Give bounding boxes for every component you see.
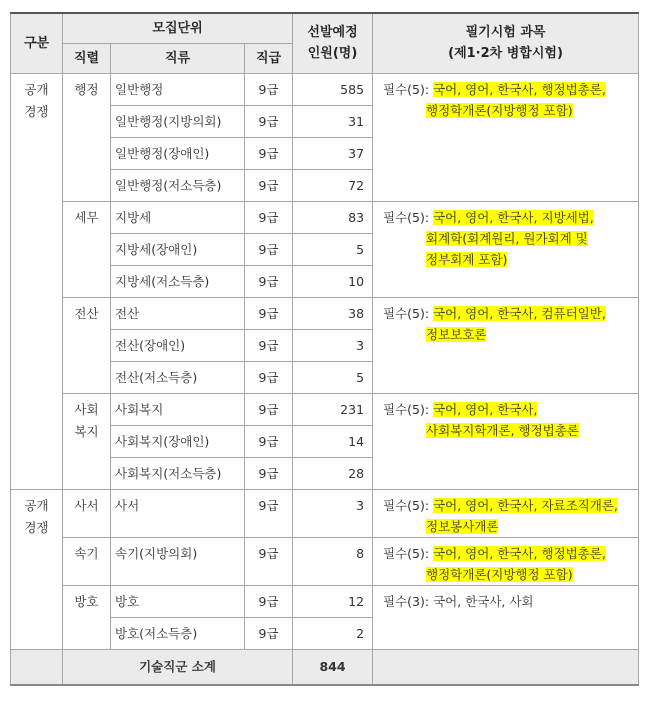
series-name: 사서 [74,497,99,513]
grade-cell: 9급 [245,585,293,617]
subjects-line [383,495,634,516]
subjects-cell [373,73,639,201]
subtotal-label: 기술직군 소계 [63,649,293,685]
type-cell: 지방세(장애인) [111,233,245,265]
subjects-text: 국어, 한국사, 사회 [433,593,534,609]
table-row [11,585,639,617]
count-cell: 37 [293,137,373,169]
count-cell: 28 [293,457,373,489]
table-row [11,297,639,329]
header-subjects [373,13,639,73]
type-cell: 전산(장애인) [111,329,245,361]
grade-cell: 9급 [245,265,293,297]
series-cell [63,585,111,649]
subjects-cell [373,585,639,649]
series-name: 복지 [74,423,99,439]
category-text: 경쟁 [24,103,49,119]
subjects-prefix: 필수(5): [383,305,434,321]
type-cell: 전산(저소득층) [111,361,245,393]
count-cell: 8 [293,537,373,585]
series-name: 방호 [74,593,99,609]
series-name: 사회 [74,401,99,417]
subjects-text: 국어, 영어, 한국사, 자료조직개론, [433,497,618,513]
table-row [11,393,639,425]
grade-cell: 9급 [245,617,293,649]
subjects-text: 국어, 영어, 한국사, 행정법총론, [433,81,606,97]
grade-cell: 9급 [245,329,293,361]
series-name: 전산 [74,305,99,321]
subjects-prefix: 필수(5): [383,545,434,561]
subjects-text: 국어, 영어, 한국사, 컴퓨터일반, [433,305,606,321]
subjects-text: 행정학개론(지방행정 포함) [426,102,573,118]
type-cell: 사회복지(저소득층) [111,457,245,489]
category-text: 공개 [24,497,49,513]
subjects-line [383,228,634,249]
grade-cell: 9급 [245,137,293,169]
type-cell: 지방세(저소득층) [111,265,245,297]
subjects-line [383,543,634,564]
count-cell: 38 [293,297,373,329]
series-cell [63,489,111,537]
count-cell: 231 [293,393,373,425]
subjects-line [383,207,634,228]
subjects-text: 정보봉사개론 [426,518,499,534]
grade-cell: 9급 [245,457,293,489]
header-subjects-line2: (제1·2차 병합시험) [448,46,563,62]
count-cell: 2 [293,617,373,649]
count-cell: 12 [293,585,373,617]
type-cell: 방호(저소득층) [111,617,245,649]
subjects-line [383,516,634,537]
table-body [11,73,639,649]
count-cell: 5 [293,233,373,265]
subjects-prefix: 필수(5): [383,497,434,513]
category-cell [11,73,63,489]
grade-cell: 9급 [245,297,293,329]
subjects-line [383,79,634,100]
count-cell: 31 [293,105,373,137]
header-series: 직렬 [63,43,111,73]
table-footer [11,649,639,685]
subjects-text: 국어, 영어, 한국사, 지방세법, [433,209,594,225]
series-name: 속기 [74,545,99,561]
grade-cell: 9급 [245,393,293,425]
subjects-text: 사회복지학개론, 행정법총론 [426,422,579,438]
subjects-cell [373,537,639,585]
subjects-text: 정부회계 포함) [426,251,508,267]
type-cell: 일반행정 [111,73,245,105]
table-row [11,489,639,537]
count-cell: 5 [293,361,373,393]
series-name: 세무 [74,209,99,225]
count-cell: 72 [293,169,373,201]
type-cell: 사서 [111,489,245,537]
subtotal-value: 844 [293,649,373,685]
category-text: 공개 [24,81,49,97]
series-cell [63,393,111,489]
subjects-cell [373,393,639,489]
header-category: 구분 [11,13,63,73]
series-name: 행정 [74,81,99,97]
header-planned-line1: 선발예정 [307,25,358,41]
subjects-cell [373,297,639,393]
type-cell: 일반행정(지방의회) [111,105,245,137]
header-planned [293,13,373,73]
count-cell: 585 [293,73,373,105]
grade-cell: 9급 [245,73,293,105]
subjects-line [383,100,634,121]
subjects-line [383,399,634,420]
count-cell: 10 [293,265,373,297]
subjects-cell [373,489,639,537]
grade-cell: 9급 [245,361,293,393]
subjects-text: 행정학개론(지방행정 포함) [426,566,573,582]
header-type: 직류 [111,43,245,73]
subjects-prefix: 필수(3): [383,593,434,609]
type-cell: 전산 [111,297,245,329]
type-cell: 사회복지(장애인) [111,425,245,457]
subjects-line [383,564,634,585]
category-text: 경쟁 [24,519,49,535]
subjects-line [383,420,634,441]
type-cell: 방호 [111,585,245,617]
grade-cell: 9급 [245,489,293,537]
subjects-line [383,303,634,324]
series-cell [63,201,111,297]
grade-cell: 9급 [245,169,293,201]
recruitment-table [10,12,639,686]
type-cell: 일반행정(저소득층) [111,169,245,201]
header-grade: 직급 [245,43,293,73]
subjects-line [383,249,634,270]
grade-cell: 9급 [245,105,293,137]
subjects-text: 정보보호론 [426,326,487,342]
count-cell: 3 [293,329,373,361]
table-header [11,13,639,73]
count-cell: 3 [293,489,373,537]
category-cell [11,489,63,649]
subjects-prefix: 필수(5): [383,401,434,417]
table-row [11,537,639,585]
grade-cell: 9급 [245,425,293,457]
type-cell: 일반행정(장애인) [111,137,245,169]
header-unit: 모집단위 [63,13,293,43]
subjects-text: 회계학(회계원리, 원가회계 및 [426,230,588,246]
subjects-text: 국어, 영어, 한국사, 행정법총론, [433,545,606,561]
subjects-cell [373,201,639,297]
header-subjects-line1: 필기시험 과목 [465,25,546,41]
subjects-prefix: 필수(5): [383,81,434,97]
grade-cell: 9급 [245,233,293,265]
series-cell [63,537,111,585]
header-planned-line2: 인원(명) [307,46,358,62]
type-cell: 지방세 [111,201,245,233]
subjects-line [383,324,634,345]
series-cell [63,73,111,201]
count-cell: 83 [293,201,373,233]
subjects-text: 국어, 영어, 한국사, [433,401,538,417]
type-cell: 속기(지방의회) [111,537,245,585]
grade-cell: 9급 [245,537,293,585]
table-row [11,73,639,105]
subjects-line [383,591,634,612]
series-cell [63,297,111,393]
grade-cell: 9급 [245,201,293,233]
count-cell: 14 [293,425,373,457]
subjects-prefix: 필수(5): [383,209,434,225]
table-row [11,201,639,233]
type-cell: 사회복지 [111,393,245,425]
